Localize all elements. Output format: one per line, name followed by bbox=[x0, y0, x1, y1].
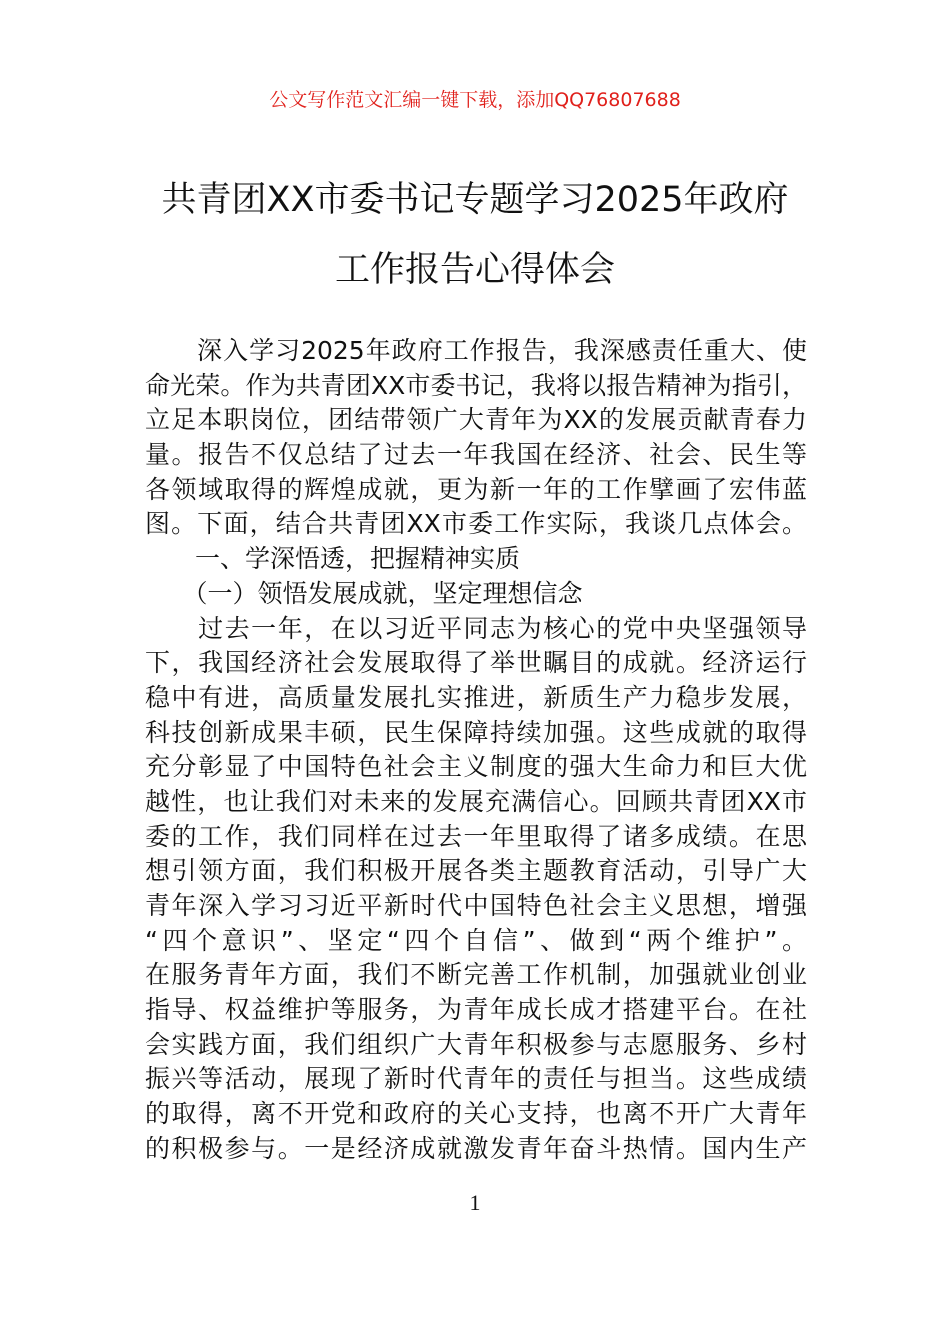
body-text-line: 想引领方面，我们积极开展各类主题教育活动，引导广大 bbox=[145, 856, 807, 886]
document-body bbox=[145, 334, 807, 1167]
body-text-line: 立足本职岗位，团结带领广大青年为XX的发展贡献青春力 bbox=[145, 405, 807, 435]
body-text-line: 青年深入学习习近平新时代中国特色社会主义思想，增强 bbox=[145, 891, 807, 920]
header-download-note: 公文写作范文汇编一键下载，添加QQ76807688 bbox=[269, 89, 681, 111]
body-text-line: 科技创新成果丰硕，民生保障持续加强。这些成就的取得 bbox=[145, 717, 807, 747]
page-number: 1 bbox=[469, 1190, 481, 1215]
body-text-line: 命光荣。作为共青团XX市委书记，我将以报告精神为指引， bbox=[145, 370, 807, 400]
body-text-line: 量。报告不仅总结了过去一年我国在经济、社会、民生等 bbox=[145, 440, 807, 470]
body-text-line: 会实践方面，我们组织广大青年积极参与志愿服务、乡村 bbox=[145, 1029, 807, 1059]
body-text-line: 深入学习2025年政府工作报告，我深感责任重大、使 bbox=[145, 336, 807, 365]
body-text-line: 越性，也让我们对未来的发展充满信心。回顾共青团XX市 bbox=[145, 786, 807, 816]
document-title-line-2: 工作报告心得体会 bbox=[334, 250, 615, 290]
document-title-line-1: 共青团XX市委书记专题学习2025年政府 bbox=[161, 180, 789, 220]
body-text-line: 过去一年，在以习近平同志为核心的党中央坚强领导 bbox=[145, 613, 807, 643]
body-text-line: 委的工作，我们同样在过去一年里取得了诸多成绩。在思 bbox=[145, 821, 807, 851]
body-text-line: 的取得，离不开党和政府的关心支持，也离不开广大青年 bbox=[145, 1099, 807, 1129]
body-text-line: 稳中有进，高质量发展扎实推进，新质生产力稳步发展， bbox=[145, 682, 807, 712]
body-text-line: 下，我国经济社会发展取得了举世瞩目的成就。经济运行 bbox=[145, 648, 807, 678]
body-text-line: 在服务青年方面，我们不断完善工作机制，加强就业创业 bbox=[145, 960, 807, 990]
body-text-line: 指导、权益维护等服务，为青年成长成才搭建平台。在社 bbox=[145, 995, 807, 1025]
body-text-line: 一、学深悟透，把握精神实质 bbox=[145, 544, 521, 574]
body-text-line: “四个意识”、坚定“四个自信”、做到“两个维护”。 bbox=[145, 925, 807, 955]
body-text-line: （一）领悟发展成就，坚定理想信念 bbox=[145, 578, 583, 608]
body-text-line: 充分彰显了中国特色社会主义制度的强大生命力和巨大优 bbox=[145, 752, 807, 782]
body-text-line: 的积极参与。一是经济成就激发青年奋斗热情。国内生产 bbox=[145, 1133, 807, 1163]
body-text-line: 图。下面，结合共青团XX市委工作实际，我谈几点体会。 bbox=[145, 509, 807, 539]
body-text-line: 各领域取得的辉煌成就，更为新一年的工作擘画了宏伟蓝 bbox=[145, 474, 807, 504]
body-text-line: 振兴等活动，展现了新时代青年的责任与担当。这些成绩 bbox=[145, 1064, 807, 1094]
